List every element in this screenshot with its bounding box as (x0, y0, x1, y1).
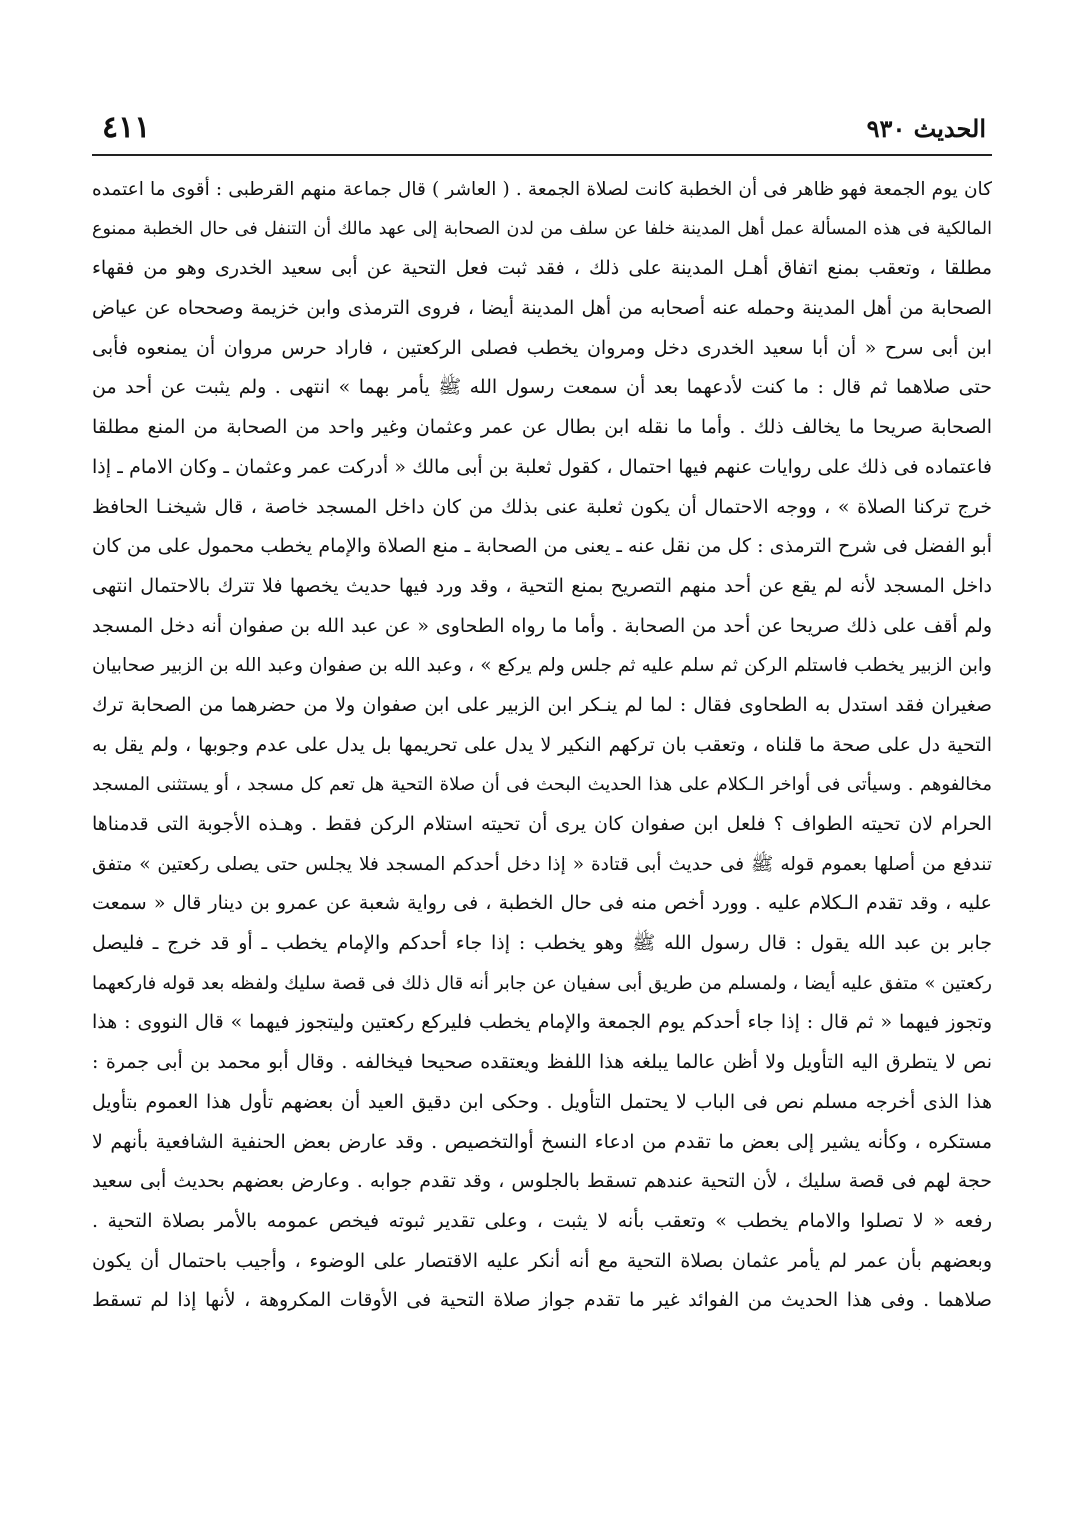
text-line: مخالفوهم . وسيأتى فى أواخر الـكلام على هذا الحديث البحث فى أن صلاة التحية هل تعم كل مسجد ، أو يستثنى المسجد (92, 774, 992, 796)
text-line: المالكية فى هذه المسألة عمل أهل المدينة خلفا عن سلف من لدن الصحابة إلى عهد مالك أن التنفل فى حال الخطبة ممنوع (92, 218, 992, 239)
text-line: الصحابة صريحا ما يخالف ذلك . وأما ما نقله ابن بطال عن عمر وعثمان وغير واحد من الصحابة من المنع مطلقا (92, 416, 992, 439)
text-line: صلاهما . وفى هذا الحديث من الفوائد غير ما تقدم جواز صلاة التحية فى الأوقات المكروهة ، لأنها إذا لم تسقط (92, 1289, 992, 1312)
body-text (92, 170, 992, 1321)
text-line: حجة لهم فى قصة سليك ، لأن التحية عندهم تسقط بالجلوس ، وقد تقدم جوابه . وعارض بعضهم بحديث أبى سعيد (92, 1170, 992, 1193)
text-line: حتى صلاهما ثم قال : ما كنت لأدعهما بعد أن سمعت رسول الله ﷺ يأمر بهما » انتهى . ولم يثبت عن أحد من (92, 376, 992, 399)
text-line: التحية دل على صحة ما قلناه ، وتعقب بان تركهم النكير لا يدل على تحريمها بل يدل على عدم وجوبها ، ولم يقل به (92, 733, 992, 756)
running-head: الحديث ٩٣٠ (866, 114, 986, 143)
text-line: نص لا يتطرق اليه التأويل ولا أظن عالما يبلغه هذا اللفظ ويعتقده صحيحا فيخالفه . وقال أبو محمد بن أبى جمرة : (92, 1051, 992, 1074)
text-line: مطلقا ، وتعقب بمنع اتفاق أهـل المدينة على ذلك ، فقد ثبت فعل التحية عن أبى سعيد الخدرى وهو من فقهاء (92, 257, 992, 280)
text-line: الصحابة من أهل المدينة وحمله عنه أصحابه من أهل المدينة أيضا ، فروى الترمذى وابن خزيمة وصححاه عن عياض (92, 297, 992, 320)
text-line: داخل المسجد لأنه لم يقع عن أحد منهم التصريح بمنع التحية ، وقد ورد فيها حديث يخصها فلا تترك بالاحتمال انتهى (92, 574, 992, 597)
text-line: وبعضهم بأن عمر لم يأمر عثمان بصلاة التحية مع أنه أنكر عليه الاقتصار على الوضوء ، وأجيب باحتمال أن يكون (92, 1249, 992, 1272)
text-line: هذا الذى أخرجه مسلم نص فى الباب لا يحتمل التأويل . وحكى ابن دقيق العيد أن بعضهم تأول هذا العموم بتأويل (92, 1090, 992, 1113)
text-line: ركعتين » متفق عليه أيضا ، ولمسلم من طريق أبى سفيان عن جابر أنه قال ذلك فى قصة سليك ولفظه بعد قوله فاركعهما (92, 972, 992, 994)
text-line: جابر بن عبد الله يقول : قال رسول الله ﷺ وهو يخطب : إذا جاء أحدكم والإمام يخطب ـ أو قد خرج ـ فليصل (92, 932, 992, 955)
text-line: ابن أبى سرح « أن أبا سعيد الخدرى دخل ومروان يخطب فصلى الركعتين ، فاراد حرس مروان أن يمنعوه فأبى (92, 336, 992, 359)
text-line: أبو الفضل فى شرح الترمذى : كل من نقل عنه ـ يعنى من الصحابة ـ منع الصلاة والإمام يخطب محمول على من كان (92, 535, 992, 558)
text-line: مستكره ، وكأنه يشير إلى بعض ما تقدم من ادعاء النسخ أوالتخصيص . وقد عارض بعض الحنفية الشافعية بأنهم لا (92, 1130, 992, 1153)
text-line: خرج تركنا الصلاة » ، ووجه الاحتمال أن يكون ثعلبة عنى بذلك من كان داخل المسجد خاصة ، قال شيخنـا الحافظ (92, 495, 992, 518)
text-line: عليه ، وقد تقدم الـكلام عليه . وورد أخص منه فى حال الخطبة ، فى رواية شعبة عن عمرو بن دينار قال « سمعت (92, 892, 992, 915)
text-line: تندفع من أصلها بعموم قوله ﷺ فى حديث أبى قتادة « إذا دخل أحدكم المسجد فلا يجلس حتى يصلى ركعتين » متفق (92, 853, 992, 875)
page-header (92, 108, 992, 154)
text-line: صغيران فقد استدل به الطحاوى فقال : لما لم ينـكر ابن الزبير على ابن صفوان ولا من حضرهما من الصحابة ترك (92, 693, 992, 716)
text-line: فاعتماده فى ذلك على روايات عنهم فيها احتمال ، كقول ثعلبة بن أبى مالك « أدركت عمر وعثمان ـ وكان الامام ـ إذا (92, 455, 992, 478)
text-line: وابن الزبير يخطب فاستلم الركن ثم سلم عليه ثم جلس ولم يركع » ، وعبد الله بن صفوان وعبد الله بن الزبير صحابيان (92, 655, 992, 677)
page-number: ٤١١ (102, 110, 151, 145)
text-line: ولم أقف على ذلك صريحا عن أحد من الصحابة . وأما ما رواه الطحاوى « عن عبد الله بن صفوان أنه دخل المسجد (92, 614, 992, 637)
text-line: كان يوم الجمعة فهو ظاهر فى أن الخطبة كانت لصلاة الجمعة . ( العاشر ) قال جماعة منهم القرطبى : أقوى ما اعتمده (92, 179, 992, 200)
header-rule (92, 154, 992, 156)
text-line: وتجوز فيهما « ثم قال : إذا جاء أحدكم يوم الجمعة والإمام يخطب فليركع ركعتين وليتجوز فيهما » قال النووى : هذا (92, 1011, 992, 1034)
text-line: الحرام لان تحيته الطواف ؟ فلعل ابن صفوان كان يرى أن تحيته استلام الركن فقط . وهـذه الأجوبة التى قدمناها (92, 813, 992, 835)
text-line: رفعه « لا تصلوا والامام يخطب » وتعقب بأنه لا يثبت ، وعلى تقدير ثبوته فيخص عمومه بالأمر بصلاة التحية . (92, 1209, 992, 1232)
